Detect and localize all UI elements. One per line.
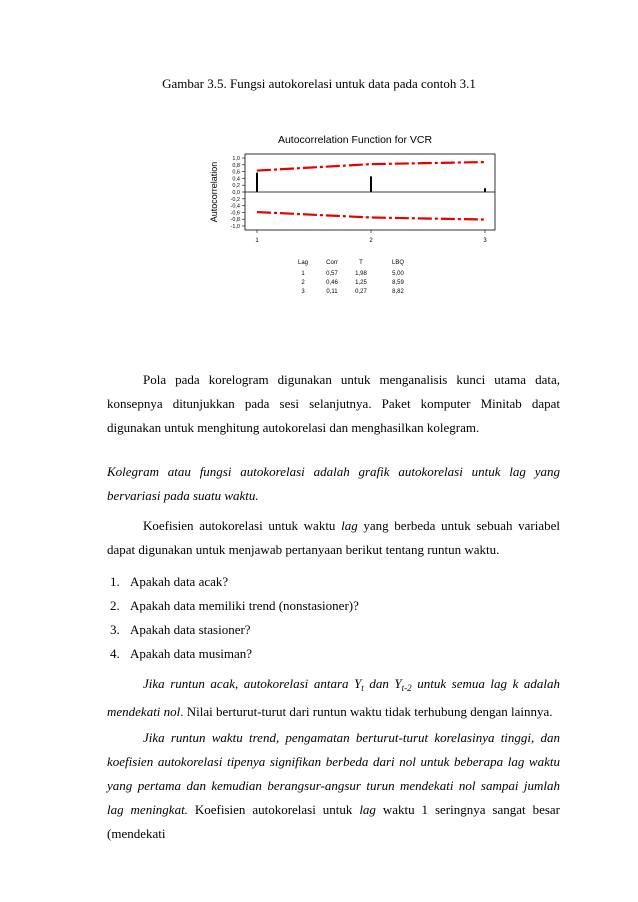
list-item-text: Apakah data acak? (130, 574, 229, 589)
list-item-number: 3. (110, 622, 120, 637)
paragraph-3 (107, 514, 560, 562)
upper-limit-line (257, 162, 485, 171)
table-cell: 1,98 (355, 271, 367, 277)
list-item-text: Apakah data musiman? (130, 646, 253, 661)
paragraph-4-y1-sub: t (361, 683, 364, 693)
list-item-text: Apakah data memiliki trend (nonstasioner)? (130, 598, 359, 613)
paragraph-4-y2: Y (394, 676, 402, 691)
paragraph-4-b: untuk semua lag k adalah mendekati nol (107, 676, 561, 719)
figure-caption: Gambar 3.5. Fungsi autokorelasi untuk data pada contoh 3.1 (162, 76, 476, 91)
list-item (110, 594, 560, 618)
y-axis-label: Autocorrelation (209, 161, 219, 223)
y-tick-label: -0,4 (230, 203, 240, 210)
paragraph-1-text: Pola pada korelogram digunakan untuk menganalisis kunci utama data, konsepnya ditunjukkan pada sesi selanjutnya. Paket komputer Minitab dapat digunakan untuk menghitung autokorelasi dan menghasilkan kolegram. (107, 372, 560, 435)
list-item-number: 2. (110, 598, 120, 613)
list-item-number: 1. (110, 574, 120, 589)
paragraph-3-a: Koefisien autokorelasi untuk waktu (143, 518, 342, 533)
table-header: Lag (297, 260, 309, 266)
y-tick-label: -0,8 (230, 217, 240, 224)
y-tick-label: 0,0 (232, 190, 240, 196)
list-item-text: Apakah data stasioner? (130, 622, 251, 637)
table-cell: 0,27 (355, 289, 367, 295)
y-tick-label: 0,2 (232, 183, 240, 190)
table-header: T (359, 260, 363, 266)
y-tick-label: 0,4 (232, 176, 240, 183)
table-header: Corr (326, 260, 338, 266)
paragraph-4-a: Jika runtun acak, autokorelasi antara (143, 676, 355, 691)
lower-limit-line (257, 212, 485, 219)
paragraph-4-y2-sub: t-2 (401, 683, 412, 693)
acf-chart (190, 128, 520, 328)
table-cell: 0,46 (326, 280, 338, 286)
list-item (110, 618, 560, 642)
paragraph-4 (107, 672, 560, 724)
acf-table (298, 260, 405, 295)
y-tick-label: -0,2 (230, 196, 240, 203)
question-list (110, 570, 560, 666)
paragraph-3-b: yang berbeda untuk sebuah variabel dapat digunakan untuk menjawab pertanyaan berikut tentang runtun waktu. (107, 518, 560, 557)
chart-title: Autocorrelation Function for VCR (277, 134, 433, 146)
paragraph-5-c: waktu 1 seringnya sangat besar (mendekati (107, 802, 560, 841)
y-tick-label: -0,6 (230, 210, 240, 217)
x-tick-label: 1 (255, 238, 259, 244)
x-tick-label: 2 (369, 238, 373, 244)
paragraph-4-dan: dan (363, 676, 395, 691)
table-cell: 3 (301, 289, 305, 295)
table-cell: 2 (301, 280, 305, 286)
paragraph-5 (107, 726, 560, 846)
y-tick-label: -1,0 (230, 224, 240, 230)
y-tick-label: 0,8 (232, 162, 240, 169)
list-item-number: 4. (110, 646, 120, 661)
paragraph-5-lag: lag (359, 802, 376, 817)
paragraph-3-lag: lag (341, 518, 358, 533)
table-cell: 5,00 (392, 271, 404, 277)
paragraph-4-y1: Y (354, 676, 362, 691)
y-tick-label: 1,0 (232, 156, 240, 162)
plot-area (231, 154, 495, 244)
table-cell: 0,57 (326, 271, 338, 277)
paragraph-2: Kolegram atau fungsi autokorelasi adalah grafik autokorelasi untuk lag yang bervariasi pada suatu waktu. (107, 464, 560, 503)
list-item (110, 570, 560, 594)
table-cell: 8,59 (392, 280, 404, 286)
paragraph-5-b: Koefisien autokorelasi untuk (187, 802, 360, 817)
table-cell: 1,25 (355, 280, 367, 286)
list-item (110, 642, 560, 666)
table-cell: 1 (301, 271, 305, 277)
x-tick-label: 3 (483, 238, 487, 244)
table-cell: 8,82 (392, 289, 404, 295)
paragraph-4-c: . Nilai berturut-turut dari runtun waktu tidak terhubung dengan lainnya. (180, 704, 553, 719)
table-cell: 0,11 (326, 289, 338, 295)
table-header: LBQ (391, 260, 405, 266)
y-tick-label: 0,6 (232, 169, 240, 176)
paragraph-5-a: Jika runtun waktu trend, pengamatan berturut-turut korelasinya tinggi, dan koefisien autokorelasi tipenya signifikan berbeda dari nol untuk beberapa lag waktu yang pertama dan kemudian berangsur-angsur turun mendekati nol sampai jumlah lag meningkat. (107, 730, 560, 817)
paragraph-1 (107, 368, 560, 440)
